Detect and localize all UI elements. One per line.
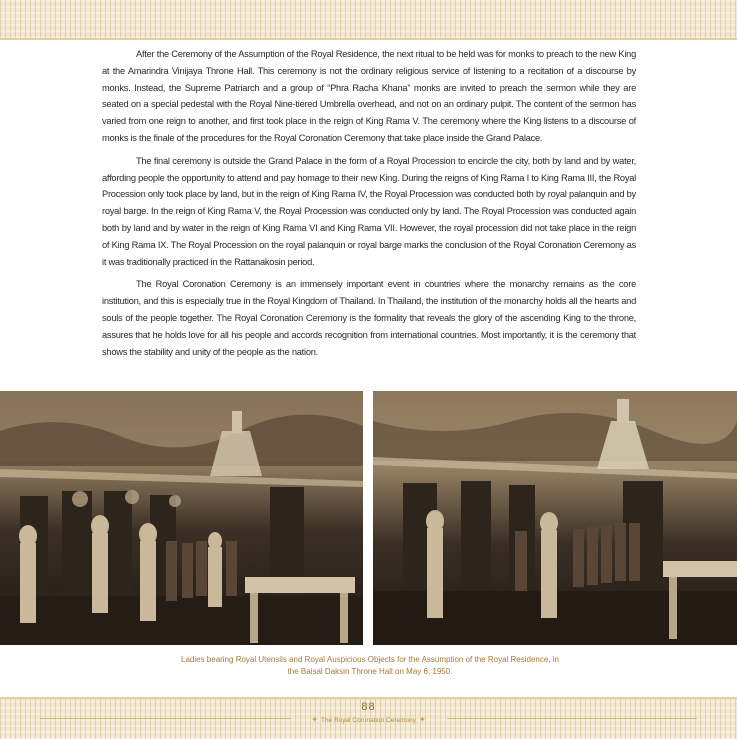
top-decorative-band <box>0 0 737 40</box>
caption-line-2: the Baisal Daksin Throne Hall on May 6, 1950. <box>287 667 453 676</box>
star-icon: ✦ <box>419 715 426 724</box>
paragraph-3: The Royal Coronation Ceremony is an immensely important event in countries where the monarchy remains as the core institution, and this is especially true in the Royal Kingdom of Thailand. In Thailand, the institution of the monarchy holds all the hearts and souls of the people together. The Royal Coronation Ceremony is the formality that reveals the glory of the ascending King to the throne, assures that he holds love for all his people and accords recognition from international countries. Most importantly, it is the ceremony that shows the stability and unity of the people as the nation. <box>102 279 636 357</box>
caption-line-1: Ladies bearing Royal Utensils and Royal Auspicious Objects for the Assumption of the Royal Residence, in <box>181 655 559 664</box>
body-text <box>102 46 636 366</box>
footer-title-text: The Royal Coronation Ceremony <box>320 717 417 724</box>
photo-ceremony-left <box>0 391 363 645</box>
footer-running-title <box>0 715 737 724</box>
photo-caption <box>120 654 620 678</box>
paragraph-1: After the Ceremony of the Assumption of the Royal Residence, the next ritual to be held was for monks to preach to the new King at the Amarindra Vinijaya Throne Hall. This ceremony is not the ordinary religious service of listening to a recitation of a discourse by monks. Instead, the Supreme Patriarch and a group of “Phra Racha Khana” monks are invited to preach the sermon while they are seated on a special pedestal with the Royal Nine-tiered Umbrella overhead, and not on an ordinary pulpit. The content of the sermon has varied from one reign to another, and first took place in the reign of King Rama V. The ceremony where the King listens to a discourse of monks is the finale of the procedures for the Royal Coronation Ceremony that take place inside the Grand Palace. <box>102 49 636 143</box>
page-number: 88 <box>361 701 376 713</box>
photo-ceremony-right <box>373 391 737 645</box>
paragraph-2: The final ceremony is outside the Grand Palace in the form of a Royal Procession to encircle the city, both by land and by water, affording people the opportunity to attend and pay homage to their new King. During the reigns of King Rama I to King Rama III, the Royal Procession only took place by land, but in the reign of King Rama IV, the Royal Procession was conducted both by royal palanquin and by royal barge. In the reign of King Rama V, the Royal Procession was conducted only by land. The Royal Procession was conducted again both by land and by water in the reign of King Rama VI and King Rama VII. However, the royal procession did not take place in the reign of King Rama IX. The Royal Procession on the royal palanquin or royal barge marks the conclusion of the Royal Coronation Ceremony as it was traditionally practiced in the Rattanakosin period. <box>102 155 636 267</box>
star-icon: ✦ <box>311 715 318 724</box>
